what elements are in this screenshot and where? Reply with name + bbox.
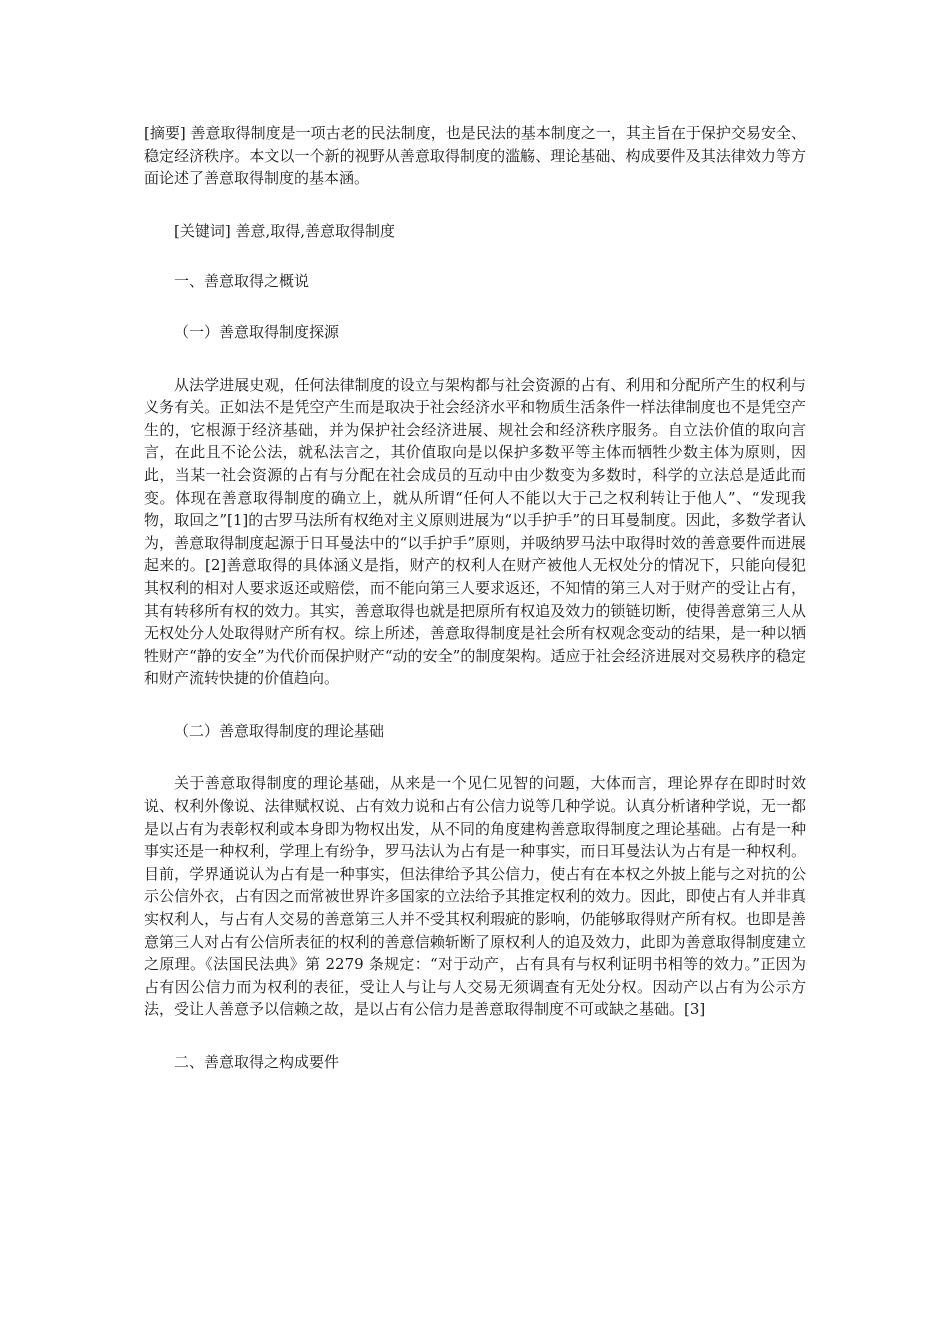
abstract-paragraph: [摘要] 善意取得制度是一项古老的民法制度，也是民法的基本制度之一，其主旨在于保护交易安全、稳定经济秩序。本文以一个新的视野从善意取得制度的滥觞、理论基础、构成要件及其法律效力等方面论述了善意取得制度的基本涵。: [144, 124, 806, 188]
subsection-2-body: 关于善意取得制度的理论基础，从来是一个见仁见智的问题，大体而言，理论界存在即时时效说、权利外像说、法律赋权说、占有效力说和占有公信力说等几种学说。认真分析诸种学说，无一都是以占有为表彰权利或本身即为物权出发，从不同的角度建构善意取得制度之理论基础。占有是一种事实还是一种权利，学理上有纷争，罗马法认为占有是一种事实，而日耳曼法认为占有是一种权利。目前，学界通说认为占有是一种事实，但法律给予其公信力，使占有在本权之外披上能与之对抗的公示公信外衣，占有因之而常被世界许多国家的立法给予其推定权利的效力。因此，即使占有人并非真实权利人，与占有人交易的善意第三人并不受其权利瑕疵的影响，仍能够取得财产所有权。也即是善意第三人对占有公信所表征的权利的善意信赖斩断了原权利人的追及效力，此即为善意取得制度建立之原理。《法国民法典》第 2279 条规定：“对于动产，占有具有与权利证明书相等的效力。”正因为占有因公信力而为权利的表征，受让人与让与人交易无须调查有无处分权。因动产以占有为公示方法，受让人善意予以信赖之故，是以占有公信力是善意取得制度不可或缺之基础。[3]: [144, 774, 806, 1019]
subsection-2-heading: （二）善意取得制度的理论基础: [174, 721, 385, 740]
keywords-line: [关键词] 善意,取得,善意取得制度: [174, 221, 396, 240]
section-2-heading: 二、善意取得之构成要件: [174, 1053, 340, 1071]
subsection-1-body: 从法学进展史观，任何法律制度的设立与架构都与社会资源的占有、利用和分配所产生的权利与义务有关。正如法不是凭空产生而是取决于社会经济水平和物质生活条件一样法律制度也不是凭空产生的，它根源于经济基础，并为保护社会经济进展、规社会和经济秩序服务。自立法价值的取向言言，在此且不论公法，就私法言之，其价值取向是以保护多数平等主体而牺牲少数主体为原则，因此，当某一社会资源的占有与分配在社会成员的互动中由少数变为多数时，科学的立法总是适此而变。体现在善意取得制度的确立上，就从所谓“任何人不能以大于己之权利转让于他人”、“发现我物，取回之”[1]的古罗马法所有权绝对主义原则进展为“以手护手”的日耳曼制度。因此，多数学者认为，善意取得制度起源于日耳曼法中的“以手护手”原则，并吸纳罗马法中取得时效的善意要件而进展起来的。[2]善意取得的具体涵义是指，财产的权利人在财产被他人无权处分的情况下，只能向侵犯其权利的相对人要求返还或赔偿，而不能向第三人要求返还，不知情的第三人对于财产的受让占有，其有转移所有权的效力。其实，善意取得也就是把原所有权追及效力的锁链切断，使得善意第三人从无权处分人处取得财产所有权。综上所述，善意取得制度是社会所有权观念变动的结果，是一种以牺牲财产“静的安全”为代价而保护财产“动的安全”的制度架构。适应于社会经济进展对交易秩序的稳定和财产流转快捷的价值趋向。: [144, 375, 806, 688]
subsection-1-heading: （一）善意取得制度探源: [174, 322, 340, 341]
section-1-heading: 一、善意取得之概说: [174, 272, 310, 291]
document-page: [144, 122, 806, 1074]
